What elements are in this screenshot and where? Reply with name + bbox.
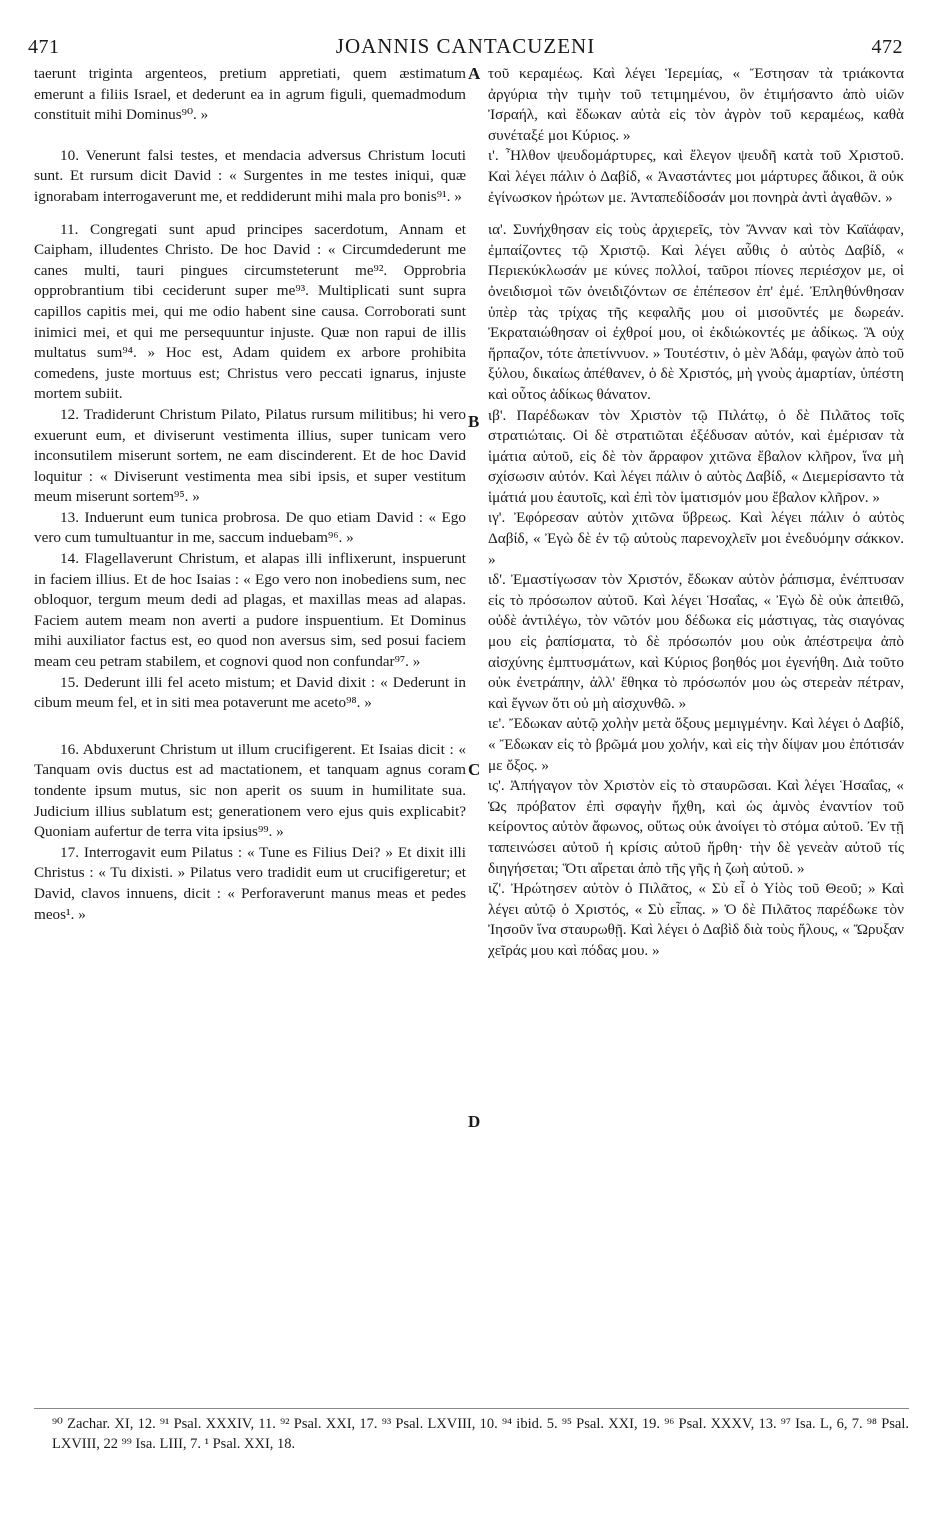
latin-paragraph: 13. Induerunt eum tunica probrosa. De quo etiam David : « Ego vero cum tumultuantur in me, saccum induebam⁹⁶. » <box>34 508 466 547</box>
latin-paragraph: 14. Flagellaverunt Christum, et alapas illi inflixerunt, inspuerunt in faciem illius. Et de hoc Isaias : « Ego vero non inobediens sum, nec obloquor, tergum meum dedi ad plagas, et maxillas meas ad alapas. Faciem autem meam non averti a pudore inspuentium. Et Dominus mihi auxiliator factus est, eo quod non aversus sim, sed posui faciem meam ceu petram stabilem, et cognovi quod non confundar⁹⁷. » <box>34 550 466 671</box>
greek-paragraph: ιβ'. Παρέδωκαν τὸν Χριστὸν τῷ Πιλάτῳ, ὁ δὲ Πιλᾶτος τοῖς στρατιώταις. Οἱ δὲ στρατιῶται ἐξέδυσαν αὐτόν, καὶ ἐμέρισαν τὰ ἱμάτια αὐτοῦ, εἰς δὲ τὸν ἄρραφον χιτῶνα ἔβαλον κλῆρον, ἵνα μὴ σχίσωσιν αὐτόν. Καὶ λέγει πάλιν ὁ αὐτὸς Δαβίδ, « Διεμερίσαντο τὰ ἱμάτιά μου ἑαυτοῖς, καὶ ἐπὶ τὸν ἱματισμόν μου ἔβαλον κλῆρον. » <box>488 406 904 506</box>
latin-paragraph: 11. Congregati sunt apud principes sacerdotum, Annam et Caipham, illudentes Christo. De hoc David : « Circumdederunt me canes multi, tauri pingues circumsteterunt me⁹². Opprobria opprobrantium tibi ceciderunt super me⁹³. Multiplicati sunt supra capillos capitis mei, qui me odio habent sine causa. Corroborati sunt inimici mei, et qui me persequuntur injuste. Quæ non rapui de illis multatus sum⁹⁴. » Hoc est, Adam quidem ex arbore prohibita comedens, juste mortuus est; Christus vero peccati ignarus, injuste mortem subiit. <box>34 220 466 403</box>
latin-paragraph: 12. Tradiderunt Christum Pilato, Pilatus rursum militibus; hi vero exuerunt eum, et diviserunt vestimenta illius, super tunicam vero inconsutilem miserunt sortem, ne eam discinderent. Et de hoc David loquitur : « Diviserunt vestimenta mea sibi ipsis, et super vestitum meum miserunt sortem⁹⁵. » <box>34 405 466 506</box>
latin-paragraph: 10. Venerunt falsi testes, et mendacia adversus Christum locuti sunt. Et rursum dicit David : « Surgentes in me testes iniqui, quæ ignorabam interrogaverunt me, et reddiderunt mihi mala pro bonis⁹¹. » <box>34 146 466 205</box>
margin-marker-c: C <box>468 760 481 779</box>
greek-paragraph: ιε'. Ἔδωκαν αὐτῷ χολὴν μετὰ ὄξους μεμιγμένην. Καὶ λέγει ὁ Δαβίδ, « Ἔδωκαν εἰς τὸ βρῶμά μου χολήν, καὶ εἰς τὴν δίψαν μου ἐπότισάν με ὄξος. » <box>488 715 904 774</box>
footnote-divider <box>34 1408 909 1409</box>
greek-paragraph: ιζ'. Ἠρώτησεν αὐτὸν ὁ Πιλᾶτος, « Σὺ εἶ ὁ Υἱὸς τοῦ Θεοῦ; » Καὶ λέγει αὐτῷ ὁ Χριστός, « Σὺ εἶπας. » Ὁ δὲ Πιλᾶτος παρέδωκε τὸν Ἰησοῦν ἵνα σταυρωθῇ. Καὶ λέγει ὁ Δαβὶδ διὰ τοὺς ἥλους, « Ὤρυξαν χεῖράς μου καὶ πόδας μου. » <box>488 880 904 959</box>
greek-paragraph: ις'. Ἀπήγαγον τὸν Χριστὸν εἰς τὸ σταυρῶσαι. Καὶ λέγει Ἡσαΐας, « Ὡς πρόβατον ἐπὶ σφαγὴν ἤχθη, καὶ ὡς ἀμνὸς ἐναντίον τοῦ κείροντος αὐτὸν ἄφωνος, οὕτως οὐκ ἀνοίγει τὸ στόμα αὐτοῦ. Ἐν τῇ ταπεινώσει αὐτοῦ ἡ κρίσις αὐτοῦ ἤρθη· τὴν δὲ γενεὰν αὐτοῦ τίς διηγήσεται; Ὅτι αἴρεται ἀπὸ τῆς γῆς ἡ ζωὴ αὐτοῦ. » <box>488 777 904 877</box>
page-number-right: 472 <box>871 36 903 58</box>
greek-paragraph: ιγ'. Ἐφόρεσαν αὐτὸν χιτῶνα ὕβρεως. Καὶ λέγει πάλιν ὁ αὐτὸς Δαβίδ, « Ἐγὼ δὲ ἐν τῷ αὐτοὺς παρενοχλεῖν μοι ἐνεδυόμην σάκκον. » <box>488 509 904 568</box>
latin-column <box>34 64 466 925</box>
running-title: JOANNIS CANTACUZENI <box>335 34 596 58</box>
greek-column <box>488 64 904 962</box>
page-header <box>28 34 903 62</box>
greek-paragraph: ι'. Ἦλθον ψευδομάρτυρες, καὶ ἔλεγον ψευδῆ κατὰ τοῦ Χριστοῦ. Καὶ λέγει πάλιν ὁ Δαβίδ, « Ἀναστάντες μοι μάρτυρες ἄδικοι, ἃ οὐκ ἐγίνωσκον ἠρώτων με. Ἀνταπεδίδοσάν μοι πονηρὰ ἀντὶ ἀγαθῶν. » <box>488 147 904 206</box>
greek-paragraph: τοῦ κεραμέως. Καὶ λέγει Ἱερεμίας, « Ἔστησαν τὰ τριάκοντα ἀργύρια τὴν τιμὴν τοῦ τετιμημένου, ὃν ἐτιμήσαντο ἀπὸ υἱῶν Ἰσραήλ, καὶ ἔδωκαν αὐτὰ εἰς τὸν ἀγρὸν τοῦ κεραμέως, καθὰ συνέταξέ μοι Κύριος. » <box>488 65 904 144</box>
margin-marker-a: A <box>468 64 481 83</box>
greek-paragraph: ιδ'. Ἐμαστίγωσαν τὸν Χριστόν, ἔδωκαν αὐτὸν ῥάπισμα, ἐνέπτυσαν εἰς τὸ πρόσωπον αὐτοῦ. Καὶ λέγει Ἡσαΐας, « Ἐγὼ δὲ οὐκ ἀπειθῶ, οὐδὲ ἀντιλέγω, τὸν νῶτόν μου δέδωκα εἰς μάστιγας, τὰς σιαγόνας μου εἰς ῥαπίσματα, τὸ δὲ πρόσωπόν μου οὐκ ἀπέστρεψα ἀπὸ αἰσχύνης ἐμπτυσμάτων, καὶ Κύριος βοηθός μοι ἐγενήθη. Διὰ τοῦτο οὐκ ἐνετράπην, ἀλλ' ἔθηκα τὸ πρόσωπόν μου ὡς στερεὰν πέτραν, καὶ ἔγνων ὅτι οὐ μὴ αἰσχυνθῶ. » <box>488 571 904 712</box>
margin-marker-d: D <box>468 1112 481 1131</box>
greek-paragraph: ια'. Συνήχθησαν εἰς τοὺς ἀρχιερεῖς, τὸν Ἄνναν καὶ τὸν Καϊάφαν, ἐμπαίζοντες τῷ Χριστῷ. Καὶ λέγει αὖθις ὁ αὐτὸς Δαβίδ, « Περιεκύκλωσάν με κύνες πολλοί, ταῦροι πίονες περιέσχον με, οἱ ὀνειδισμοὶ τῶν ὀνειδιζόντων σε ἐπέπεσον ἐπ' ἐμέ. Ἐπληθύνθησαν ὑπὲρ τὰς τρίχας τῆς κεφαλῆς μου οἱ μισοῦντές με δωρεάν. Ἐκραταιώθησαν οἱ ἐχθροί μου, οἱ ἐκδιώκοντές με ἀδίκως. Ἃ οὐχ ἥρπαζον, τότε ἀπετίννυον. » Τουτέστιν, ὁ μὲν Ἀδάμ, φαγὼν ἀπὸ τοῦ ξύλου, δικαίως ἀπέθανεν, ὁ δὲ Χριστός, μὴ γνοὺς ἁμαρτίαν, ὑπέστη καὶ οὗτος ἀδίκως θάνατον. <box>488 221 904 403</box>
page-number-left: 471 <box>28 36 60 58</box>
latin-paragraph: 17. Interrogavit eum Pilatus : « Tune es Filius Dei? » Et dixit illi Christus : « Tu dixisti. » Pilatus vero tradidit eum ut crucifigeretur; et David, clavos innuens, dicit : « Perforaverunt manus meas et pedes meos¹. » <box>34 843 466 923</box>
footnotes: ⁹⁰ Zachar. XI, 12. ⁹¹ Psal. XXXIV, 11. ⁹² Psal. XXI, 17. ⁹³ Psal. LXVIII, 10. ⁹⁴ ibid. 5. ⁹⁵ Psal. XXI, 19. ⁹⁶ Psal. XXXV, 13. ⁹⁷ Isa. L, 6, 7. ⁹⁸ Psal. LXVIII, 22 ⁹⁹ Isa. LIII, 7. ¹ Psal. XXI, 18. <box>52 1416 909 1452</box>
latin-paragraph: 16. Abduxerunt Christum ut illum crucifigerent. Et Isaias dicit : « Tanquam ovis ductus est ad mactationem, et tanquam agnus coram tondente ipsum mutus, sic non aperit os suum in humilitate sua. Judicium illius sublatum est; generationem vero ejus quis explicabit? Quoniam aufertur de terra vita ipsius⁹⁹. » <box>34 740 466 841</box>
margin-marker-b: B <box>468 412 480 431</box>
latin-paragraph: taerunt triginta argenteos, pretium appretiati, quem æstimatum emerunt a filiis Israel, et dederunt ea in agrum figuli, quemadmodum constituit mihi Dominus⁹⁰. » <box>34 65 466 124</box>
latin-paragraph: 15. Dederunt illi fel aceto mistum; et David dixit : « Dederunt in cibum meum fel, et in siti mea potaverunt me aceto⁹⁸. » <box>34 673 466 712</box>
